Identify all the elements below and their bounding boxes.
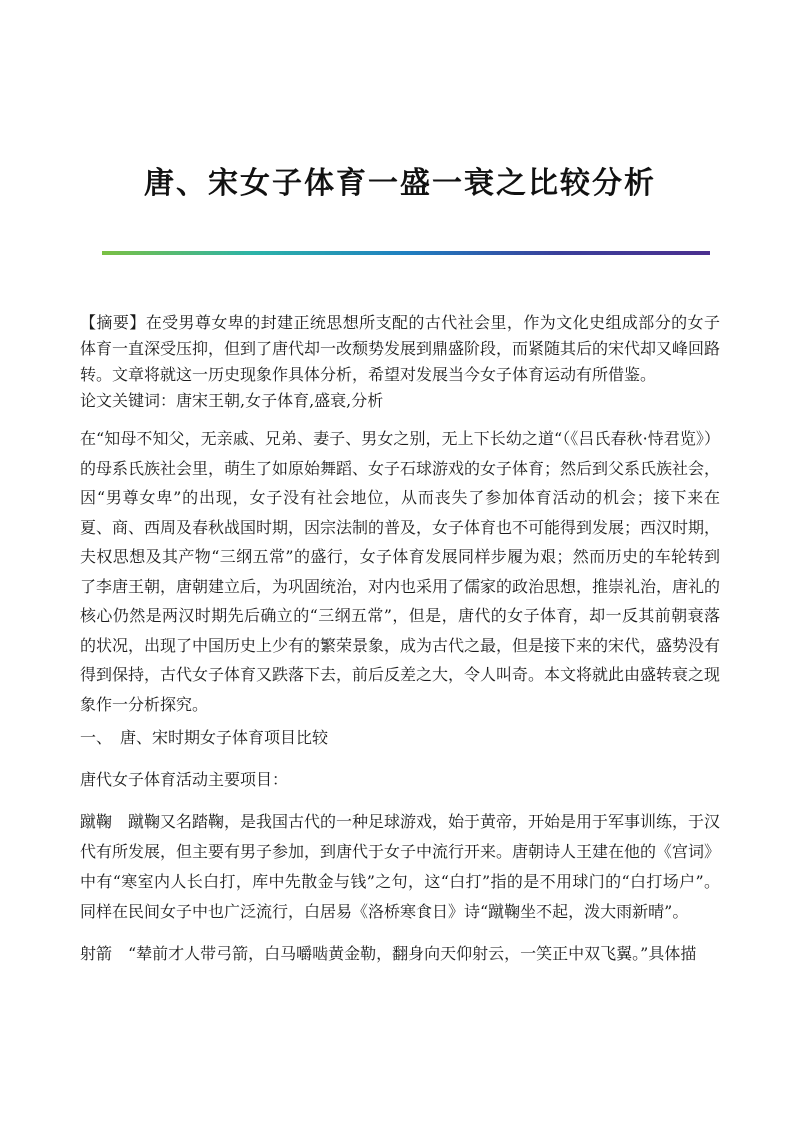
title-divider xyxy=(102,251,710,255)
keywords-line: 论文关键词：唐宋王朝,女子体育,盛衰,分析 xyxy=(80,391,384,410)
section-heading: 一、 唐、宋时期女子体育项目比较 xyxy=(80,728,329,747)
archery-paragraph: 射箭 “辇前才人带弓箭，白马嚼啮黄金勒，翻身向天仰射云，一笑正中双飞翼。”具体描 xyxy=(80,944,697,963)
document-title: 唐、宋女子体育一盛一衰之比较分析 xyxy=(144,166,656,201)
document-body xyxy=(80,310,720,981)
abstract-label: 【摘要】 xyxy=(80,313,146,332)
intro-paragraph: 在“知母不知父，无亲戚、兄弟、妻子、男女之别，无上下长幼之道“（《吕氏春秋·恃君览》）的母系氏族社会里，萌生了如原始舞蹈、女子石球游戏的女子体育；然后到父系氏族社会，因“男尊女卑”的出现，女子没有社会地位，从而丧失了参加体育活动的机会；接下来在夏、商、西周及春秋战国时期，因宗法制的普及，女子体育也不可能得到发展；西汉时期，夫权思想及其产物“三纲五常”的盛行，女子体育发展同样步履为艰；然而历史的车轮转到了李唐王朝，唐朝建立后，为巩固统治，对内也采用了儒家的政治思想，推崇礼治，唐礼的核心仍然是两汉时期先后确立的“三纲五常”，但是，唐代的女子体育，却一反其前朝衰落的状况，出现了中国历史上少有的繁荣景象，成为古代之最，但是接下来的宋代，盛势没有得到保持，古代女子体育又跌落下去，前后反差之大，令人叫奇。本文将就此由盛转衰之现象作一分析探究。 xyxy=(80,429,721,714)
section-subheading: 唐代女子体育活动主要项目： xyxy=(80,770,289,789)
cuju-paragraph: 蹴鞠 蹴鞠又名踏鞠，是我国古代的一种足球游戏，始于黄帝，开始是用于军事训练，于汉代有所发展，但主要有男子参加，到唐代于女子中流行开来。唐朝诗人王建在他的《宫词》中有“寒室内人长白打，库中先散金与钱”之句，这“白打”指的是不用球门的“白打场户”。同样在民间女子中也广泛流行，白居易《洛桥寒食日》诗“蹴鞠坐不起，泼大雨新晴”。 xyxy=(80,812,721,921)
abstract-text: 在受男尊女卑的封建正统思想所支配的古代社会里，作为文化史组成部分的女子体育一直深受压抑，但到了唐代却一改颓势发展到鼎盛阶段，而紧随其后的宋代却又峰回路转。文章将就这一历史现象作具体分析，希望对发展当今女子体育运动有所借鉴。 xyxy=(80,313,721,384)
abstract-paragraph xyxy=(80,310,720,388)
